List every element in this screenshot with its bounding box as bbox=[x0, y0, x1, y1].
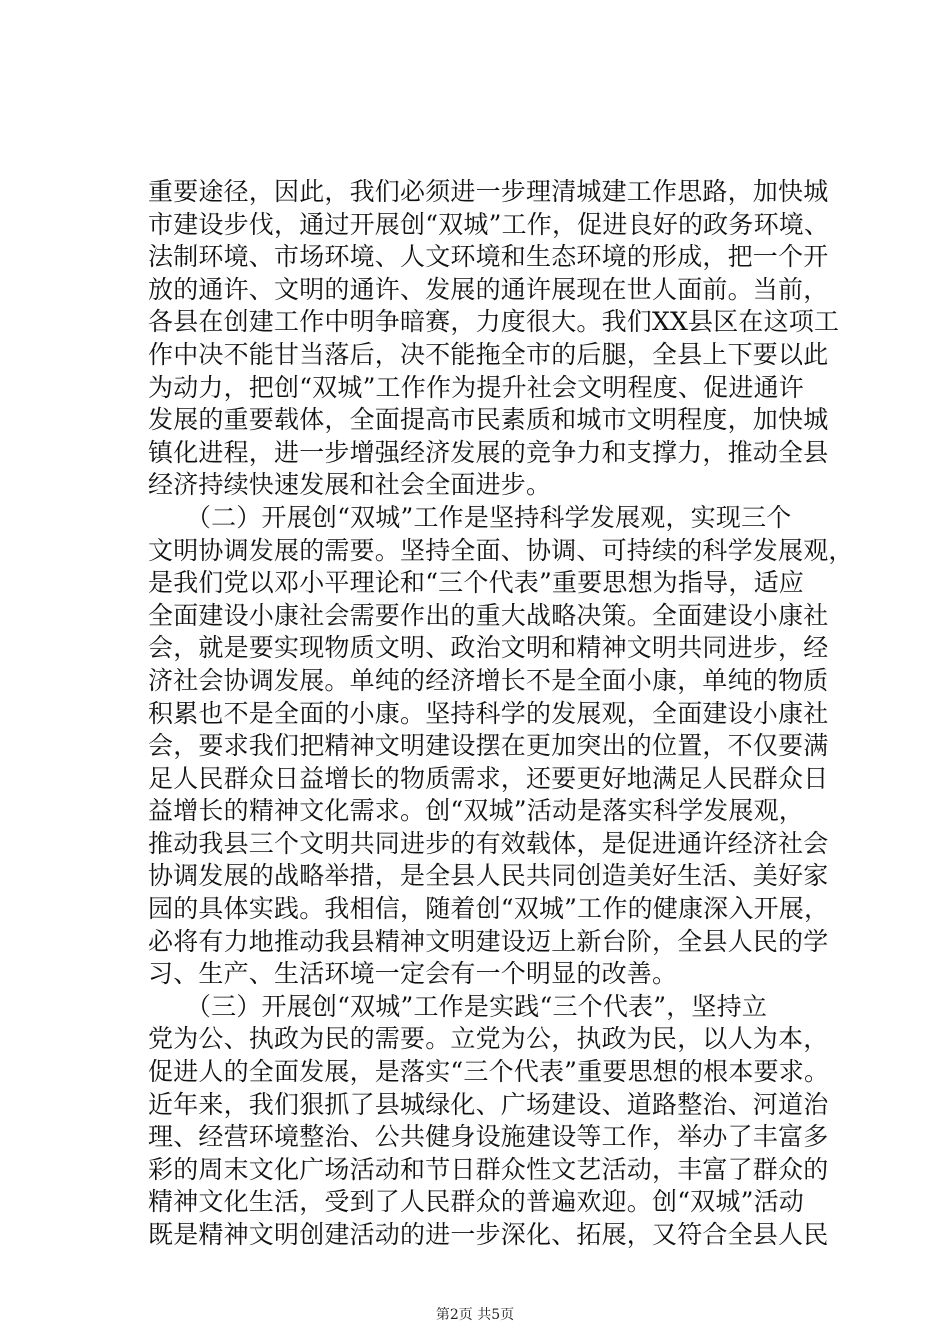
text-line: 镇化进程，进一步增强经济发展的竞争力和支撑力，推动全县 bbox=[148, 437, 829, 467]
text-line: 法制环境、市场环境、人文环境和生态环境的形成，把一个开 bbox=[148, 242, 829, 272]
text-line: 益增长的精神文化需求。创“双城”活动是落实科学发展观， bbox=[148, 796, 804, 826]
text-line: 济社会协调发展。单纯的经济增长不是全面小康，单纯的物质 bbox=[148, 665, 829, 695]
text-line: 理、经营环境整治、公共健身设施建设等工作，举办了丰富多 bbox=[148, 1122, 829, 1152]
text-line: （二）开展创“双城”工作是坚持科学发展观，实现三个 bbox=[148, 502, 792, 532]
text-line: 协调发展的战略举措，是全县人民共同创造美好生活、美好家 bbox=[148, 861, 829, 891]
page-number-footer: 第2页 共5页 bbox=[435, 1307, 515, 1323]
text-line: 园的具体实践。我相信，随着创“双城”工作的健康深入开展， bbox=[148, 894, 830, 924]
text-line: 作中决不能甘当落后，决不能拖全市的后腿，全县上下要以此 bbox=[148, 339, 829, 369]
text-line: 推动我县三个文明共同进步的有效载体，是促进通许经济社会 bbox=[148, 828, 829, 858]
text-line: 必将有力地推动我县精神文明建设迈上新台阶，全县人民的学 bbox=[148, 926, 829, 956]
text-line: 市建设步伐，通过开展创“双城”工作，促进良好的政务环境、 bbox=[148, 209, 830, 239]
text-line: 足人民群众日益增长的物质需求，还要更好地满足人民群众日 bbox=[148, 763, 829, 793]
document-body bbox=[148, 176, 858, 1252]
text-line: （三）开展创“双城”工作是实践“三个代表”，坚持立 bbox=[148, 991, 768, 1021]
text-line: 全面建设小康社会需要作出的重大战略决策。全面建设小康社 bbox=[148, 600, 829, 630]
text-line: 促进人的全面发展，是落实“三个代表”重要思想的根本要求。 bbox=[148, 1057, 830, 1087]
text-line: 为动力，把创“双城”工作作为提升社会文明程度、促进通许 bbox=[148, 372, 804, 402]
text-line: 是我们党以邓小平理论和“三个代表”重要思想为指导，适应 bbox=[148, 568, 804, 598]
text-line: 经济持续快速发展和社会全面进步。 bbox=[148, 470, 552, 500]
text-line: 精神文化生活，受到了人民群众的普遍欢迎。创“双城”活动 bbox=[148, 1187, 804, 1217]
text-line: 放的通许、文明的通许、发展的通许展现在世人面前。当前， bbox=[148, 274, 829, 304]
text-line: 发展的重要载体，全面提高市民素质和城市文明程度，加快城 bbox=[148, 405, 829, 435]
text-line: 既是精神文明创建活动的进一步深化、拓展，又符合全县人民 bbox=[148, 1220, 829, 1249]
text-line: 彩的周末文化广场活动和节日群众性文艺活动，丰富了群众的 bbox=[148, 1154, 829, 1184]
text-line: 会，就是要实现物质文明、政治文明和精神文明共同进步，经 bbox=[148, 633, 829, 663]
text-line: 习、生产、生活环境一定会有一个明显的改善。 bbox=[148, 959, 678, 989]
text-line: 积累也不是全面的小康。坚持科学的发展观，全面建设小康社 bbox=[148, 698, 829, 728]
text-line: 重要途径，因此，我们必须进一步理清城建工作思路，加快城 bbox=[148, 177, 829, 206]
text-line: 文明协调发展的需要。坚持全面、协调、可持续的科学发展观， bbox=[148, 535, 854, 565]
text-line: 会，要求我们把精神文明建设摆在更加突出的位置，不仅要满 bbox=[148, 731, 829, 761]
text-line: 各县在创建工作中明争暗赛，力度很大。我们XX县区在这项工 bbox=[148, 307, 840, 337]
text-line: 党为公、执政为民的需要。立党为公，执政为民，以人为本， bbox=[148, 1024, 829, 1054]
text-line: 近年来，我们狠抓了县城绿化、广场建设、道路整治、河道治 bbox=[148, 1089, 829, 1119]
